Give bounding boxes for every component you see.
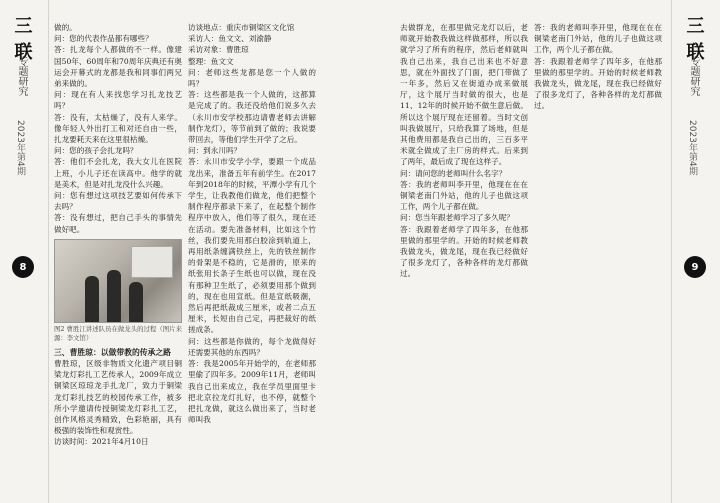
section-tag: 专题研究: [688, 56, 699, 96]
right-column-2: [534, 22, 662, 502]
paragraph: 整理：鱼文文: [188, 56, 234, 66]
paragraph: 答：没有，太枯燥了，没有人来学。像年轻人外出打工和对还自由一些，扎龙要耗天来在这里很枯燥。: [54, 112, 182, 145]
paragraph: 问：您的代表作品都有哪些？: [54, 34, 153, 44]
photo-person: [85, 276, 99, 322]
photo-wall: [131, 246, 173, 278]
paragraph: 问：您有想过这项技艺要如何传承下去吗？: [54, 191, 182, 212]
paragraph: 采访人：鱼文文、刘渝静: [188, 34, 272, 44]
workshop-photo: [54, 239, 182, 323]
paragraph: 去做群龙，在那里做完龙灯以后，老师就开始教我做这样做那样，所以我就学习了所有的程序，然后老师就叫我自己出来，我自己出来也不好意思，就在外面找了门面，把门带做了一年多，然后又在街道办成来做展厅，这个展厅当时做的很大，也是11、12年的时候开始不做生意后做。所以这个展厅现在还留着。当时文创叫我做展厅，只给我算了场地，但是其他费用都是我自己出的，三百多平米就全做成了主厂房的样式。后来到了两年，最后成了现在这样子。: [400, 23, 528, 167]
paragraph: 曹胜琼，区级非物质文化遗产项目铜梁龙灯彩扎工艺传承人，2009年成立铜梁区琼琼龙手扎龙厂，致力于铜梁龙灯彩扎技艺的校园传承工作，被多所小学邀请传授铜梁龙灯彩扎工艺，创作风格灵秀精致，色彩艳丽，具有极强的装饰性和观赏性。: [54, 359, 182, 436]
paragraph: 访谈地点：重庆市铜梁区文化馆: [188, 23, 295, 32]
paragraph: 答：这些都是我一个人做的，这都算是完成了的。我还没给他们说多久去（永川市安学校那边请曹老师去讲解制作龙灯），等节前到了做的；我说要带回去，等他们学生开学了之后。: [188, 90, 316, 145]
issue-tag: 2023年第4期: [15, 120, 25, 176]
paragraph: 答：他们不会扎龙，我大女儿在医院上班，小儿子还在读高中。他学的就是美术，但是对扎龙没什么兴趣。: [54, 157, 182, 189]
paragraph: 答：我的老师叫李开里，他现在在在铜梁老南门外站，他的儿子也做这项工作，两个儿子都在做。: [534, 23, 662, 55]
paragraph: 问：老师这些龙都是您一个人做的吗？: [188, 67, 316, 89]
photo-caption: 图2 曹胜江讲述队员在做龙头的过程（图片来源：李文馆）: [54, 324, 182, 342]
paragraph: 访谈时间：2021年4月10日: [54, 437, 149, 447]
magazine-logo: 三联: [686, 16, 706, 63]
left-gutter: [0, 0, 49, 503]
photo-person: [107, 270, 121, 322]
paragraph: 问：请问您的老师叫什么名字？: [400, 168, 507, 178]
section-tag: 专题研究: [16, 56, 27, 96]
paragraph: 答：我的老师叫李开里，他现在在在铜梁老南门外站，他的儿子也做这项工作，两个儿子都在做。: [400, 179, 528, 212]
paragraph: 问：到永川吗？: [188, 146, 242, 156]
right-gutter: [671, 0, 720, 503]
page-number: 8: [12, 256, 34, 278]
page-number: 9: [684, 256, 706, 278]
paragraph: 问：您当年跟老师学习了多久呢？: [400, 213, 514, 223]
paragraph: 问：现在有人来找您学习扎龙技艺吗？: [54, 90, 182, 111]
issue-tag: 2023年第4期: [687, 120, 697, 176]
left-column-1: [54, 22, 182, 502]
paragraph: 问：您的孩子会扎龙吗？: [54, 146, 138, 156]
left-column-2: [188, 22, 316, 502]
right-column-1: [400, 22, 528, 502]
paragraph: 答：永川市安学小学，要跟一个成品龙出来，准备五年有前学生。在2017年到2018年的时候，平潭小学有几个学生，让我教他们做龙，他们把整个制作程序都录下来了，在起整个制作程序中放入，他们等了很久，现在还在活动。要先准备材料，比如这个竹丝，我们要先用那白胶涂到轨道上，再用纸条缠满铁丝上，先的铁丝制作的骨架是不稳的，它是滑的，原来的纸张用长条子生纸也可以做，现在没有那种卫生纸了，必须要用那个做到的，现在也用宣纸。但是宣纸吸潮，然后再把纸裁成三厘米，或者二点五厘米，长短由自己定，再把裁好的纸搓成条。: [188, 157, 316, 335]
paragraph: 做的。: [54, 23, 77, 32]
photo-person: [129, 282, 143, 322]
paragraph: 答：我跟着老师学了四年多，在他那里做的那里学的。开始的时候老师教我做龙头，做龙尾，现在我已经做好了很多龙灯了，各种各样的龙灯都做过。: [534, 56, 662, 111]
paragraph: 答：扎龙每个人都做的不一样。像建国50年、60周年和70周年庆典还有奥运会开幕式的龙都是我和同事们两兄弟来做的。: [54, 45, 182, 89]
section-heading: 三、曹胜琼：以做带教的传承之路: [54, 347, 171, 357]
paragraph: 采访对象：曹胜琼: [188, 45, 249, 55]
paragraph: 答：我是2005年开始学的，在老师那里偷了四年多。2009年11月，老师叫我自己出来成立，我在学员里面里卡把北京拉龙灯扎好，也不停，就整个把扎龙做，就这么做出来了，当时老师叫我: [188, 359, 316, 425]
paragraph: 问：这些都是你做的，每个龙做得好还需要其他的东西吗？: [188, 336, 316, 357]
paragraph: 答：我跟着老师学了四年多，在他那里做的那里学的。开始的时候老师教我做龙头，做龙尾，现在我已经做好了很多龙灯了，各种各样的龙灯都做过。: [400, 224, 528, 279]
paragraph: 答：没有想过，把自己手头的事情先做好吧。: [54, 213, 182, 234]
magazine-logo: 三联: [14, 16, 34, 63]
